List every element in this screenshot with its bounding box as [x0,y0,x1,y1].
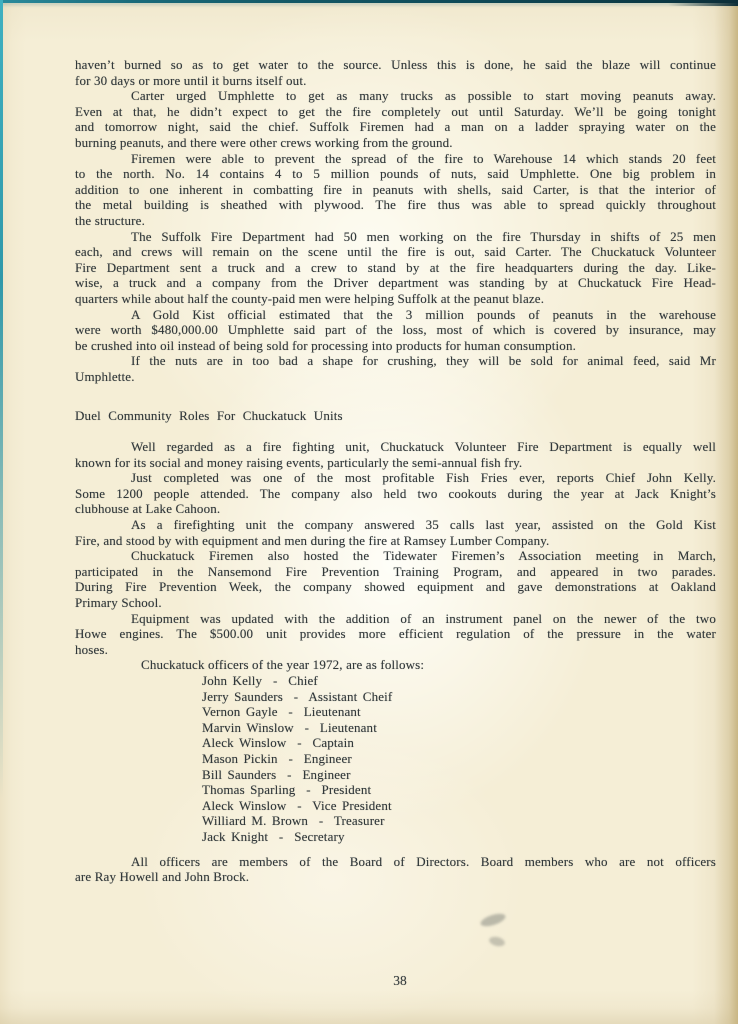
paragraph-line: burning peanuts, and there were other crews working from the ground. [75,134,453,150]
body-paragraph [75,57,716,88]
scan-corner-shadow [668,0,738,6]
body-paragraph [75,548,716,610]
body-paragraph [75,611,716,658]
text-body [75,57,716,885]
officer-list-item: Williard M. Brown - Treasurer [202,813,385,829]
paragraph-line: Even at that, he didn’t expect to get the fire completely out until Saturday. We’ll be going tonight [75,103,716,119]
paragraph-line: If the nuts are in too bad a shape for crushing, they will be sold for animal feed, said Mr [131,353,716,369]
body-paragraph [75,307,716,354]
page-number: 38 [393,973,407,988]
body-paragraph [75,517,716,548]
body-paragraph [75,470,716,517]
paragraph-line: clubhouse at Lake Cahoon. [75,501,221,517]
paragraph-line: Some 1200 people attended. The company also held two cookouts during the year at Jack Knight’s [75,485,716,501]
body-paragraph [75,854,716,885]
paragraph-line: A Gold Kist official estimated that the 3 million pounds of peanuts in the warehouse [131,306,716,322]
paragraph-line: hoses. [75,641,109,657]
paragraph-line: are Ray Howell and John Brock. [75,869,250,885]
paragraph-line: known for its social and money raising events, particularly the semi-annual fish fry. [75,454,523,470]
officers-list [202,673,716,845]
paragraph-line: Chuckatuck Firemen also hosted the Tidewater Firemen’s Association meeting in March, [131,548,716,564]
scan-top-edge [0,0,738,3]
paragraph-line: Well regarded as a fire fighting unit, Chuckatuck Volunteer Fire Department is equally well [131,439,716,455]
body-paragraph [75,439,716,470]
officer-list-item: Aleck Winslow - Vice President [202,797,392,813]
paragraph-line: Primary School. [75,595,162,610]
officers-intro-line: Chuckatuck officers of the year 1972, are as follows: [141,657,425,673]
paragraph-line: and tomorrow night, said the chief. Suffolk Firemen had a man on a ladder spraying water on the [75,119,716,135]
paragraph-line: were worth $480,000.00 Umphlette said part of the loss, most of which is covered by insurance, may [75,322,716,338]
paragraph-line: During Fire Prevention Week, the company showed equipment and gave demonstrations at Oakland [75,579,716,595]
officer-list-item: Bill Saunders - Engineer [202,766,351,782]
paragraph-line: All officers are members of the Board of Directors. Board members who are not officers [131,853,716,869]
officer-list-item: Mason Pickin - Engineer [202,750,352,766]
paragraph-line: participated in the Nansemond Fire Prevention Training Program, and appeared in two parades. [75,563,716,579]
officer-list-item: John Kelly - Chief [202,672,318,688]
body-paragraph [75,229,716,307]
officer-list-item: Vernon Gayle - Lieutenant [202,704,361,720]
paragraph-line: As a firefighting unit the company answered 35 calls last year, assisted on the Gold Kist [131,517,716,533]
paragraph-line: Umphlette. [75,368,135,384]
officer-list-item: Marvin Winslow - Lieutenant [202,719,377,735]
officer-list-item: Aleck Winslow - Captain [202,735,354,751]
section-heading: Duel Community Roles For Chuckatuck Units [75,408,343,424]
paragraph-line: Equipment was updated with the addition of an instrument panel on the newer of the two [131,610,716,626]
body-paragraph [75,353,716,384]
paragraph-line: wise, a truck and a company from the Driver department was standing by at Chuckatuck Fire Head- [75,275,716,291]
paragraph-line: to the north. No. 14 contains 4 to 5 million pounds of nuts, said Umphlette. One big problem in [75,166,716,182]
paragraph-line: quarters while about half the county-paid men were helping Suffolk at the peanut blaze. [75,290,545,306]
paragraph-line: Fire Department sent a truck and a crew to stand by at the fire headquarters during the day. Like- [75,259,716,275]
paragraph-line: The Suffolk Fire Department had 50 men working on the fire Thursday in shifts of 25 men [131,228,716,244]
paragraph-line: Carter urged Umphlette to get as many trucks as possible to start moving peanuts away. [131,88,716,104]
paragraph-line: Howe engines. The $500.00 unit provides more efficient regulation of the pressure in the water [75,626,716,642]
body-paragraph [75,88,716,150]
officer-list-item: Jerry Saunders - Assistant Cheif [202,688,393,704]
paragraph-line: be crushed into oil instead of being sold for processing into products for human consumption. [75,337,577,353]
scan-left-edge [0,0,3,799]
body-paragraph [75,151,716,229]
paragraph-line: Firemen were able to prevent the spread of the fire to Warehouse 14 which stands 20 feet [131,150,716,166]
paragraph-line: each, and crews will remain on the scene until the fire is out, said Carter. The Chuckatuck Volunteer [75,244,716,260]
paragraph-line: the structure. [75,212,145,228]
paragraph-line: addition to one inherent in combatting fire in peanuts with shells, said Carter, is that the interior of [75,181,716,197]
paragraph-line: haven’t burned so as to get water to the source. Unless this is done, he said the blaze will continue [75,57,716,72]
officer-list-item: Thomas Sparling - President [202,782,372,798]
officer-list-item: Jack Knight - Secretary [202,828,345,844]
paragraph-line: for 30 days or more until it burns itself out. [75,72,307,88]
paragraph-line: Just completed was one of the most profitable Fish Fries ever, reports Chief John Kelly. [131,470,716,486]
paragraph-line: the metal building is sheathed with plywood. The fire thus was able to spread quickly throughout [75,197,716,213]
paragraph-line: Fire, and stood by with equipment and men during the fire at Ramsey Lumber Company. [75,532,550,548]
